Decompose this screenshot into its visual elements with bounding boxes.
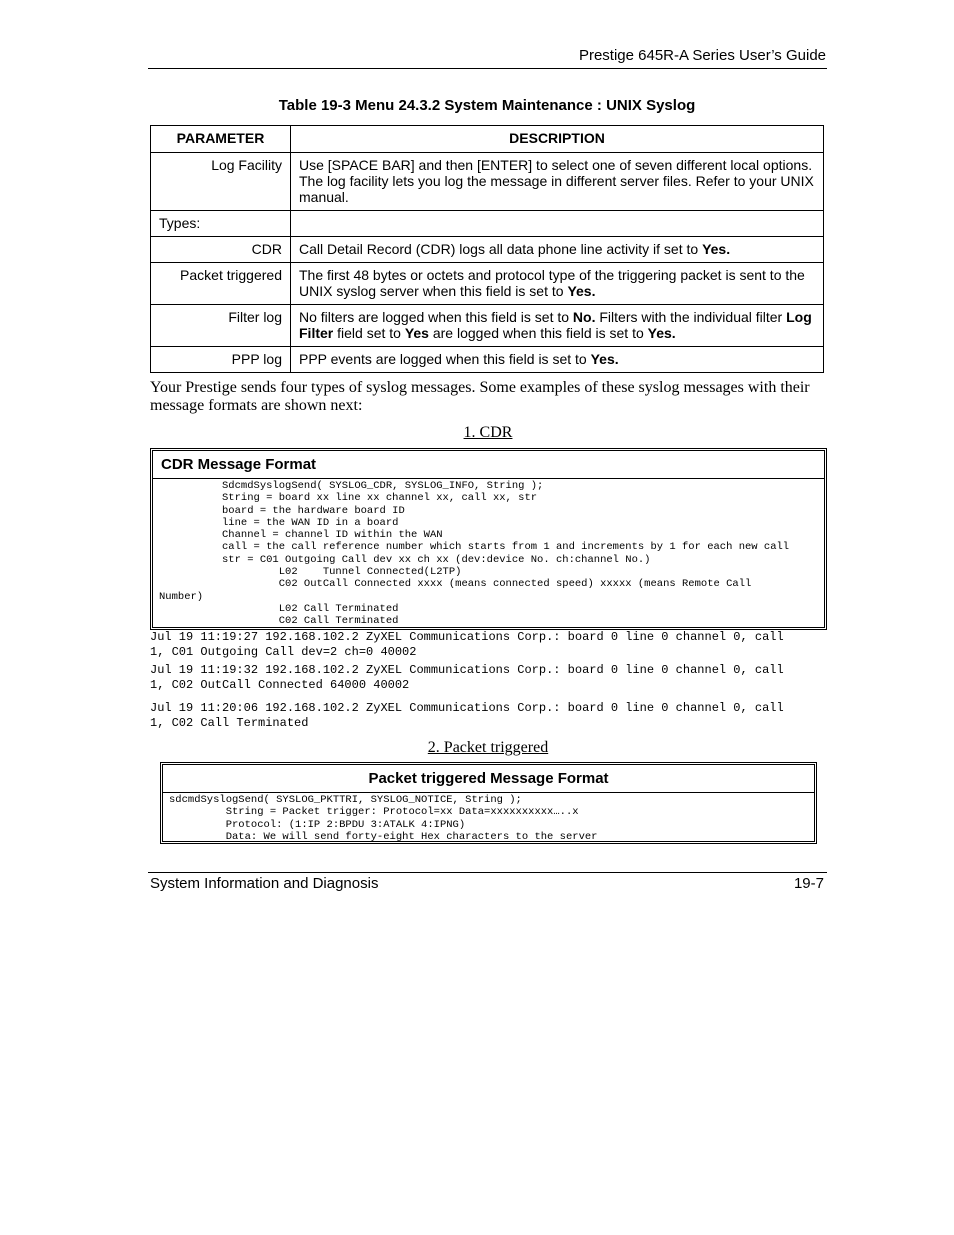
desc-text: No filters are logged when this field is set to (299, 309, 573, 325)
table-row (151, 347, 824, 373)
table-header-row (151, 126, 824, 153)
desc-text: are logged when this field is set to (428, 325, 648, 341)
cdr-caption: 1. CDR (463, 424, 513, 441)
table-row (151, 305, 824, 347)
column-header-parameter: PARAMETER (151, 126, 291, 153)
desc-text: The first 48 bytes or octets and protocol type of the triggering packet is sent to the UNIX syslog server when this field is set to (299, 267, 805, 299)
desc-text: field set to (333, 325, 405, 341)
desc-text: Call Detail Record (CDR) logs all data phone line activity if set to (299, 241, 703, 257)
column-header-description: DESCRIPTION (291, 126, 824, 153)
desc-bold: Yes (404, 325, 429, 341)
desc-text: Filters with the individual filter (595, 309, 787, 325)
desc-cell (291, 263, 824, 305)
cdr-format-box (150, 448, 827, 630)
packet-format-body: sdcmdSyslogSend( SYSLOG_PKTTRI, SYSLOG_NOTICE, String ); String = Packet trigger: Protocol=xx Data=xxxxxxxxxx…..x Protocol: (1:IP 2:BPDU 3:ATALK 4:IPNG) Data: We will send forty-eight Hex characters to the server (169, 794, 598, 843)
desc-bold: Yes. (567, 283, 596, 299)
desc-bold: No. (572, 309, 596, 325)
cdr-log-entry: Jul 19 11:19:27 192.168.102.2 ZyXEL Communications Corp.: board 0 line 0 channel 0, call 1, C01 Outgoing Call dev=2 ch=0 40002 (150, 630, 784, 659)
footer-rule (148, 872, 827, 873)
desc-bold: Yes. (590, 351, 619, 367)
table-row (151, 237, 824, 263)
page-number: 19-7 (793, 875, 824, 892)
param-cell: Types: (151, 211, 291, 237)
desc-cell (291, 347, 824, 373)
param-cell: Log Facility (151, 153, 291, 211)
table-row (151, 263, 824, 305)
param-cell: Packet triggered (151, 263, 291, 305)
cdr-format-body: SdcmdSyslogSend( SYSLOG_CDR, SYSLOG_INFO, String ); String = board xx line xx channel xx, call xx, str board = the hardware board ID line = the WAN ID in a board Channel = channel ID within the WAN call = the call reference number which starts from 1 and increments by 1 for each new call str = C01 Outgoing Call dev xx ch xx (dev:device No. ch:channel No.) L02 Tunnel Connected(L2TP) C02 OutCall Connected xxxx (means connected speed) xxxxx (means Remote Call Number) L02 Call Terminated C02 Call Terminated (159, 480, 790, 628)
packet-caption: 2. Packet triggered (427, 739, 549, 756)
parameter-table (150, 125, 824, 373)
cdr-format-title: CDR Message Format (153, 451, 824, 479)
desc-cell (291, 237, 824, 263)
desc-bold: Yes. (647, 325, 676, 341)
packet-format-box (160, 762, 817, 844)
header-rule (148, 68, 827, 69)
table-caption: Table 19-3 Menu 24.3.2 System Maintenance : UNIX Syslog (278, 97, 696, 114)
param-cell: Filter log (151, 305, 291, 347)
desc-text: PPP events are logged when this field is set to (299, 351, 591, 367)
param-cell: CDR (151, 237, 291, 263)
table-row (151, 211, 824, 237)
packet-format-title: Packet triggered Message Format (163, 765, 814, 793)
desc-cell: Use [SPACE BAR] and then [ENTER] to select one of seven different local options. The log facility lets you log the message in different server files. Refer to your UNIX manual. (291, 153, 824, 211)
param-cell: PPP log (151, 347, 291, 373)
cdr-log-entry: Jul 19 11:19:32 192.168.102.2 ZyXEL Communications Corp.: board 0 line 0 channel 0, call 1, C02 OutCall Connected 64000 40002 (150, 663, 784, 692)
desc-cell (291, 211, 824, 237)
running-header: Prestige 645R-A Series User’s Guide (578, 47, 826, 64)
desc-bold: Yes. (702, 241, 731, 257)
cdr-log-entry: Jul 19 11:20:06 192.168.102.2 ZyXEL Communications Corp.: board 0 line 0 channel 0, call 1, C02 Call Terminated (150, 701, 784, 730)
desc-bold: Log Filter (299, 309, 812, 341)
footer-section-title: System Information and Diagnosis (150, 875, 379, 892)
desc-cell (291, 305, 824, 347)
intro-paragraph: Your Prestige sends four types of syslog messages. Some examples of these syslog messages with their message formats are shown next: (150, 379, 810, 414)
table-row (151, 153, 824, 211)
